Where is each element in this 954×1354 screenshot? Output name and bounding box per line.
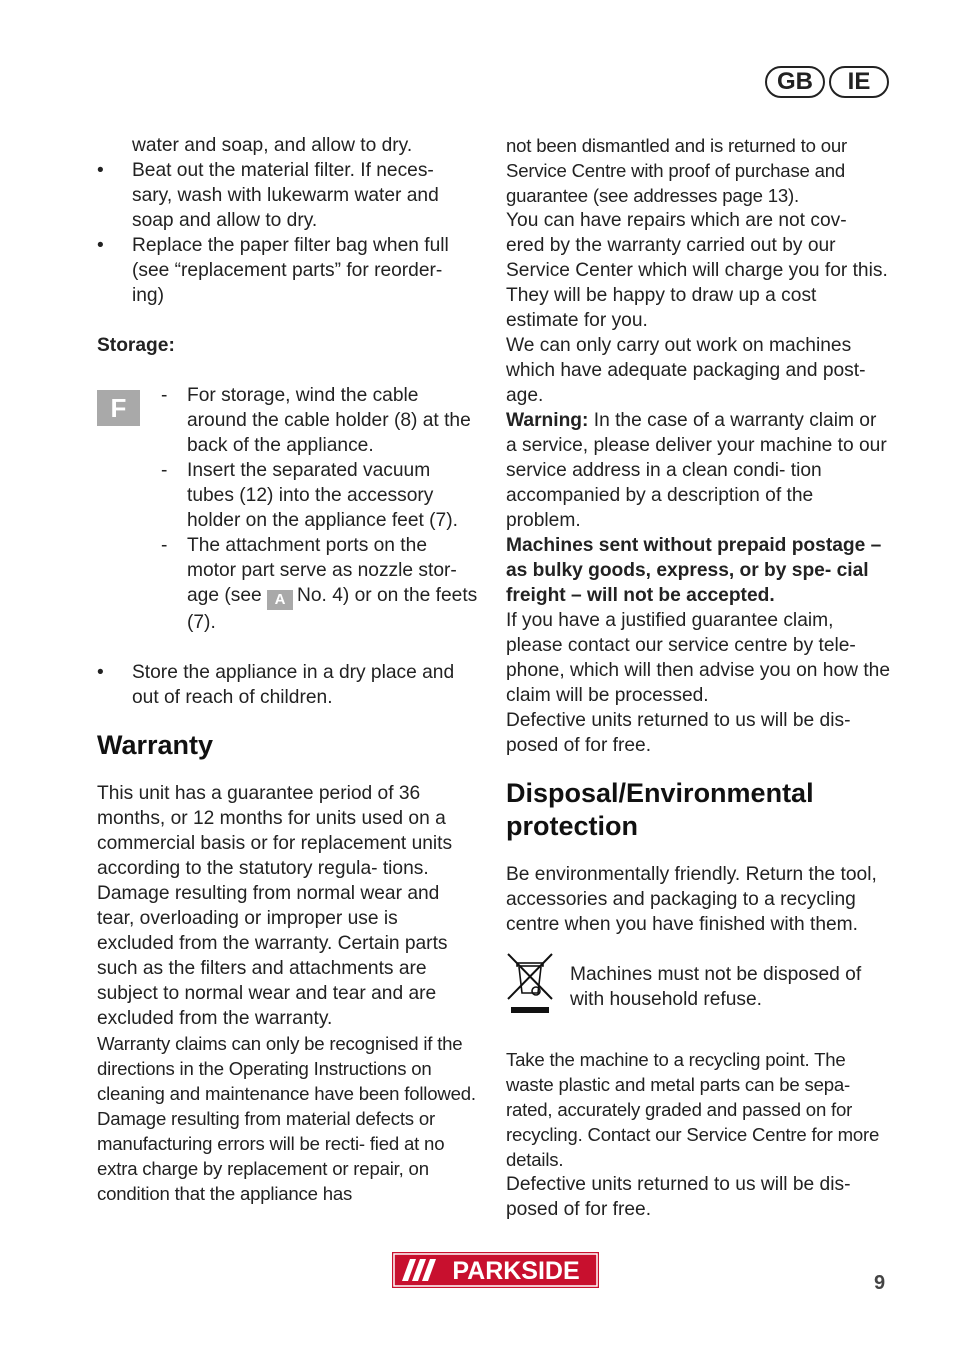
- bullet-item: [97, 233, 479, 308]
- warning-paragraph: [506, 408, 890, 533]
- disposal-paragraph: Take the machine to a recycling point. The waste plastic and metal parts can be sepa- rated, accurately graded and passed on for recycling. Contact our Service Centre for more details.: [506, 1049, 880, 1170]
- disposal-heading: [506, 777, 890, 843]
- language-badge-ie: IE: [829, 66, 889, 98]
- dash-text: For storage, wind the cable around the cable holder (8) at the back of the appliance.: [187, 385, 471, 456]
- dash-mark: -: [161, 385, 168, 406]
- warranty-paragraph: not been dismantled and is returned to our Service Centre with proof of purchase and guarantee (see addresses page 13).: [506, 135, 847, 206]
- disposal-heading-line: Disposal/Environmental: [506, 778, 814, 808]
- dash-item: [97, 383, 479, 458]
- bullet-item: [97, 660, 479, 710]
- bullet-text: Beat out the material filter. If neces- sary, wash with lukewarm water and soap and allow to dry.: [132, 160, 439, 231]
- warranty-paragraph: If you have a justified guarantee claim, please contact our service centre by tele- phone, which will then advise you on how the claim will be processed.: [506, 610, 890, 706]
- dash-item: [97, 458, 479, 533]
- dash-mark: -: [161, 460, 168, 481]
- disposal-heading-line: protection: [506, 811, 638, 841]
- warning-label: Warning:: [506, 410, 589, 431]
- bullet-mark: •: [97, 160, 104, 181]
- warning-text: In the case of a warranty claim or a service, please deliver your machine to our service address in a clean condi- tion accompanied by a description of the problem.: [506, 410, 887, 531]
- right-column: [506, 133, 890, 1222]
- dash-item: [97, 533, 479, 635]
- warranty-paragraph: We can only carry out work on machines which have adequate packaging and post- age.: [506, 335, 866, 406]
- bullet-item: [97, 158, 479, 233]
- bullet-mark: •: [97, 235, 104, 256]
- disposal-paragraph: Defective units returned to us will be dis- posed of for free.: [506, 1174, 851, 1220]
- dash-text: Insert the separated vacuum tubes (12) into the accessory holder on the appliance feet (7).: [187, 460, 458, 531]
- page-number: 9: [874, 1272, 886, 1294]
- dash-text-part: No. 4) or on the feets (7).: [187, 585, 478, 633]
- logo-text: PARKSIDE: [452, 1257, 580, 1285]
- dash-text: [187, 533, 479, 635]
- storage-heading: Storage:: [97, 335, 175, 356]
- left-column: [97, 133, 479, 1206]
- parkside-logo: [392, 1252, 599, 1288]
- dash-mark: -: [161, 535, 168, 556]
- shipping-note: Machines sent without prepaid postage – as bulky goods, express, or by spe- cial freight – will not be accepted.: [506, 535, 882, 606]
- storage-steps: [97, 383, 479, 635]
- warranty-heading: Warranty: [97, 730, 214, 760]
- figure-a-label: A: [267, 590, 293, 610]
- dash-text-part: The attachment ports on the motor part serve as nozzle stor- age (see: [187, 535, 457, 606]
- parkside-logo-graphic: [392, 1252, 599, 1288]
- weee-notice: [506, 962, 890, 1022]
- crossed-out-bin-icon: [506, 951, 554, 1017]
- language-badge-gb: GB: [765, 66, 825, 98]
- figure-f-label: F: [97, 390, 140, 426]
- warranty-paragraph: You can have repairs which are not cov- ered by the warranty carried out by our Service Center which will charge you for this. They will be happy to draw up a cost estimate for you.: [506, 210, 888, 331]
- weee-text: Machines must not be disposed of with household refuse.: [570, 964, 862, 1010]
- bullet-text: Replace the paper filter bag when full (see “replacement parts” for reorder- ing): [132, 235, 449, 306]
- warranty-paragraph: Defective units returned to us will be dis- posed of for free.: [506, 710, 851, 756]
- disposal-paragraph: Be environmentally friendly. Return the tool, accessories and packaging to a recycling centre when you have finished with them.: [506, 864, 877, 935]
- continued-text: water and soap, and allow to dry.: [132, 135, 413, 156]
- warranty-paragraph: Warranty claims can only be recognised if the directions in the Operating Instructions on cleaning and maintenance have been followed. Damage resulting from material defects or manufacturing errors will be recti- fied at no extra charge by replacement or repair, on condition that the appliance has: [97, 1033, 476, 1204]
- bullet-text: Store the appliance in a dry place and out of reach of children.: [132, 662, 455, 708]
- warranty-paragraph: This unit has a guarantee period of 36 months, or 12 months for units used on a commercial basis or for replacement units according to the statutory regula- tions. Damage resulting from normal wear and tear, overloading or improper use is excluded from the warranty. Certain parts such as the filters and attachments are subject to normal wear and tear and are excluded from the warranty.: [97, 783, 453, 1029]
- bullet-mark: •: [97, 662, 104, 683]
